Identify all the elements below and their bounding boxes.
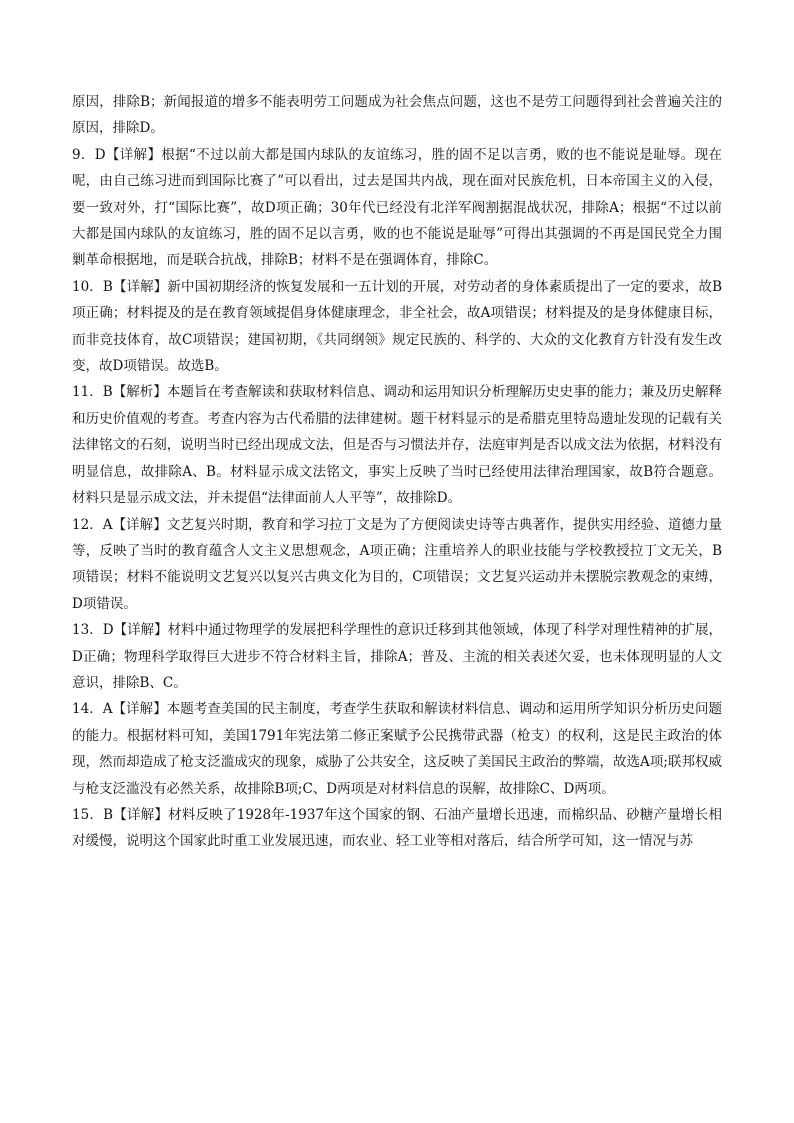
document-page xyxy=(72,89,722,855)
answer-paragraph: 10．B【详解】新中国初期经济的恢复发展和一五计划的开展，对劳动者的身体素质提出了一定的要求，故B项正确；材料提及的是在教育领域提倡身体健康理念，非全社会，故A项错误；材料提及的是身体健康目标，而非竞技体育，故C项错误；建国初期，《共同纲领》规定民族的、科学的、大众的文化教育方针没有发生改变，故D项错误。故选B。 xyxy=(72,278,722,375)
answer-paragraph: 原因，排除B；新闻报道的增多不能表明劳工问题成为社会焦点问题，这也不是劳工问题得到社会普遍关注的原因，排除D。 xyxy=(72,94,722,137)
answer-paragraph: 9．D【详解】根据“不过以前大都是国内球队的友谊练习，胜的固不足以言勇，败的也不能说是耻辱。现在呢，由自己练习进而到国际比赛了”可以看出，过去是国共内战，现在面对民族危机，日本帝国主义的入侵，要一致对外，打“国际比赛”，故D项正确；30年代已经没有北洋军阀割据混战状况，排除A；根据“不过以前大都是国内球队的友谊练习，胜的固不足以言勇，败的也不能说是耻辱”可得出其强调的不再是国民党全力围剿革命根据地，而是联合抗战，排除B；材料不是在强调体育，排除C。 xyxy=(72,146,722,269)
answer-paragraph: 15．B【详解】材料反映了1928年-1937年这个国家的钢、石油产量增长迅速，而棉织品、砂糖产量增长相对缓慢，说明这个国家此时重工业发展迅速，而农业、轻工业等相对落后，结合所学可知，这一情况与苏 xyxy=(72,806,722,850)
answer-paragraph: 12．A【详解】文艺复兴时期，教育和学习拉丁文是为了方便阅读史诗等古典著作，提供实用经验、道德力量等，反映了当时的教育蕴含人文主义思想观念，A项正确；注重培养人的职业技能与学校教授拉丁文无关，B项错误；材料不能说明文艺复兴以复兴古典文化为目的，C项错误；文艺复兴运动并未摆脱宗教观念的束缚，D项错误。 xyxy=(72,516,722,612)
answer-paragraph: 13．D【详解】材料中通过物理学的发展把科学理性的意识迁移到其他领域，体现了科学对理性精神的扩展，D正确；物理科学取得巨大进步不符合材料主旨，排除A；普及、主流的相关表述欠妥，也未体现明显的人文意识，排除B、C。 xyxy=(72,622,722,691)
answer-paragraph: 14．A【详解】本题考查美国的民主制度，考查学生获取和解读材料信息、调动和运用所学知识分析历史问题的能力。根据材料可知，美国1791年宪法第二修正案赋予公民携带武器（枪支）的权利，这是民主政治的体现，然而却造成了枪支泛滥成灾的现象，威胁了公共安全，这反映了美国民主政治的弊端，故选A项;联邦权威与枪支泛滥没有必然关系，故排除B项;C、D两项是对材料信息的误解，故排除C、D两项。 xyxy=(72,701,722,797)
answer-paragraph: 11．B【解析】本题旨在考查解读和获取材料信息、调动和运用知识分析理解历史史事的能力；兼及历史解释和历史价值观的考查。考查内容为古代希腊的法律建树。题干材料显示的是希腊克里特岛遗址发现的记载有关法律铭文的石刻，说明当时已经出现成文法，但是否与习惯法并存，法庭审判是否以成文法为依据，材料没有明显信息，故排除A、B。材料显示成文法铭文，事实上反映了当时已经使用法律治理国家，故B符合题意。材料只是显示成文法，并未提倡“法律面前人人平等”，故排除D。 xyxy=(72,384,722,507)
